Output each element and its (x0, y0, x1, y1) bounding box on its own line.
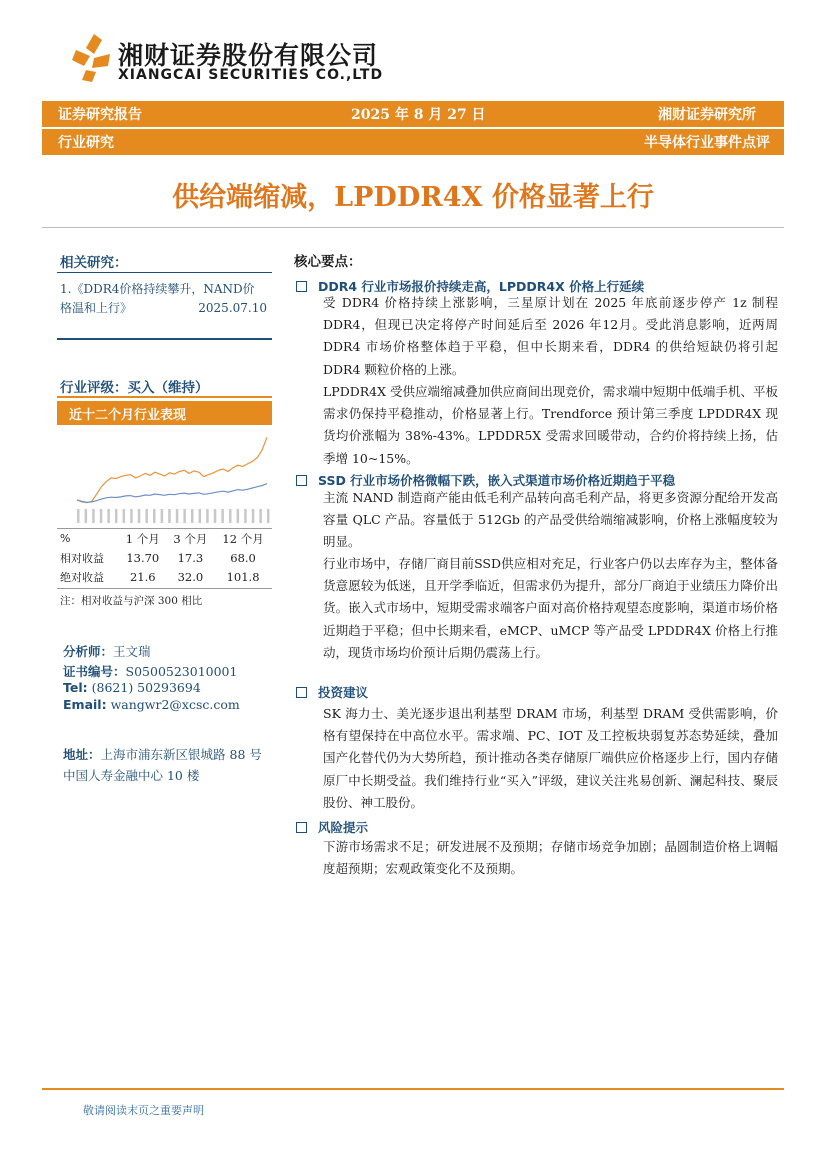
company-name-en: XIANGCAI SECURITIES CO.,LTD (118, 67, 384, 83)
report-type: 证券研究报告 (58, 107, 142, 123)
research-institute: 湘财证券研究所 (658, 107, 756, 123)
report-subcategory: 半导体行业事件点评 (644, 135, 770, 151)
chart-x-tick (145, 509, 148, 523)
section-ddr4-title: DDR4 行业市场报价持续走高，LPDDR4X 价格上行延续 (318, 279, 645, 294)
chart-x-tick (176, 509, 179, 523)
report-date: 2025 年 8 月 27 日 (351, 107, 486, 123)
analyst-cert-value: S0500523010001 (125, 664, 238, 679)
perf-cell: 32.0 (177, 569, 204, 584)
industry-rating: 行业评级：买入（维持） (60, 380, 209, 396)
chart-x-tick (138, 509, 141, 523)
paragraph-nand: 主流 NAND 制造商产能由低毛利产品转向高毛利产品，将更多资源分配给开发高容量 QLC 产品。容量低于 512Gb 的产品受供给端缩减影响，价格上涨幅度较为明显。 (323, 490, 778, 550)
chart-series-group (77, 437, 267, 502)
chart-x-tick (85, 509, 88, 523)
report-category-bar (42, 129, 784, 155)
chart-x-tick (237, 509, 240, 523)
checkbox-bullet-icon (296, 475, 307, 486)
footer-divider (42, 1088, 784, 1090)
perf-cell: 17.3 (177, 550, 204, 565)
paragraph-ddr4: 受 DDR4 价格持续上涨影响，三星原计划在 2025 年底前逐步停产 1z 制程DDR4，但现已决定将停产时间延后至 2026 年12月。受此消息影响，近两周 DDR4 市场价格整体趋于平稳，但中长期来看，DDR4 的供给短缺仍将引起 DDR4 颗粒价格的上涨。 (323, 295, 778, 377)
table-row (57, 548, 272, 567)
chart-x-tick (100, 509, 103, 523)
company-logo (72, 32, 112, 82)
chart-x-tick (183, 509, 186, 523)
chart-x-tick (153, 509, 156, 523)
chart-x-tick (206, 509, 209, 523)
perf-header-1m: 1 个月 (125, 531, 160, 546)
section-risk-title: 风险提示 (318, 820, 369, 835)
perf-header-12m: 12 个月 (222, 531, 264, 546)
analyst-tel-label: Tel: (63, 680, 88, 695)
perf-header-row (57, 529, 272, 548)
chart-x-tick (214, 509, 217, 523)
chart-x-tick (107, 509, 110, 523)
performance-chart (57, 427, 272, 527)
chart-header: 近十二个月行业表现 (57, 401, 272, 425)
analyst-tel (63, 680, 201, 695)
related-divider (57, 272, 272, 273)
perf-row-label: 相对收益 (60, 551, 104, 565)
perf-cell: 101.8 (226, 569, 260, 584)
checkbox-bullet-icon (296, 687, 307, 698)
performance-table (57, 529, 272, 586)
chart-x-tick (229, 509, 232, 523)
section-investment-title: 投资建议 (318, 685, 369, 700)
paragraph-risk: 下游市场需求不足；研发进展不及预期；存储市场竞争加剧；晶圆制造价格上调幅度超预期；宏观政策变化不及预期。 (323, 839, 778, 877)
chart-x-ticks (77, 509, 270, 523)
section-risk-heading (296, 818, 368, 836)
core-points-label: 核心要点： (294, 254, 362, 270)
chart-series-line-1 (77, 437, 267, 502)
related-date: 2025.07.10 (198, 301, 267, 315)
perf-cell: 68.0 (230, 550, 256, 565)
checkbox-bullet-icon (296, 822, 307, 833)
perf-table-bottom-rule (57, 588, 272, 589)
related-research-label: 相关研究： (60, 255, 128, 271)
analyst-name-value: 王文瑞 (113, 644, 151, 659)
chart-x-tick (115, 509, 118, 523)
address-line2: 中国人寿金融中心 10 楼 (63, 768, 200, 783)
related-research-item[interactable] (60, 280, 267, 318)
checkbox-bullet-icon (296, 281, 307, 292)
address-line1 (63, 745, 262, 763)
chart-x-tick (92, 509, 95, 523)
perf-cell: 13.70 (126, 550, 160, 565)
analyst-email[interactable] (63, 697, 240, 712)
chart-x-tick (259, 509, 262, 523)
perf-note: 注：相对收益与沪深 300 相比 (60, 595, 203, 607)
chart-x-tick (191, 509, 194, 523)
chart-x-tick (244, 509, 247, 523)
analyst-tel-value: (8621) 50293694 (91, 680, 201, 695)
table-row (57, 567, 272, 586)
analyst-name (63, 642, 151, 660)
chart-x-tick (221, 509, 224, 523)
chart-x-tick (252, 509, 255, 523)
paragraph-lpddr4x: LPDDR4X 受供应端缩减叠加供应商间出现竞价，需求端中短期中低端手机、平板需求仍保持平稳推动，价格显著上行。Trendforce 预计第三季度 LPDDR4X 现货均价涨幅为 38%-43%。LPDDR5X 受需求回暖带动，合约价将持续上扬，估季增 10~15%。 (323, 384, 778, 466)
related-bottom-divider (57, 338, 272, 340)
paragraph-market: 行业市场中，存储厂商目前SSD供应相对充足，行业客户仍以去库存为主，整体备货意愿较为低迷，且开学季临近，但需求仍为提升，部分厂商迫于业绩压力降价出货。嵌入式市场中，短期受需求端客户面对高价格持观望态度影响，渠道市场价格近期趋于平稳；但中长期来看，eMCP、uMCP 等产品受 LPDDR4X 价格上行推动，现货市场均价预计后期仍震荡上行。 (323, 556, 778, 660)
chart-x-tick (199, 509, 202, 523)
section-investment-heading (296, 683, 368, 701)
perf-row-label: 绝对收益 (60, 570, 104, 584)
chart-x-tick (267, 509, 270, 523)
related-title-line2: 格温和上行》 (60, 301, 133, 315)
address-value-1: 上海市浦东新区银城路 88 号 (100, 747, 262, 762)
perf-cell: 21.6 (129, 569, 156, 584)
analyst-email-value[interactable]: wangwr2@xcsc.com (110, 697, 240, 712)
analyst-name-label: 分析师： (63, 644, 114, 659)
address-label: 地址： (63, 747, 101, 762)
chart-x-tick (77, 509, 80, 523)
page-title: 供给端缩减，LPDDR4X 价格显著上行 (172, 182, 654, 213)
section-ssd-title: SSD 行业市场价格微幅下跌，嵌入式渠道市场价格近期趋于平稳 (318, 473, 676, 488)
company-name-cn: 湘财证券股份有限公司 (118, 41, 379, 70)
paragraph-investment: SK 海力士、美光逐步退出利基型 DRAM 市场，利基型 DRAM 受供需影响，价格有望保持在中高位水平。需求端、PC、IOT 及工控板块弱复苏态势延续，叠加国产化替代仍为大势所趋，预计推动各类存储原厂端供应价格逐步上行，国内存储原厂中长期受益。我们维持行业“买入”评级，建议关注兆易创新、澜起科技、聚辰股份、神工股份。 (323, 706, 778, 810)
analyst-cert-label: 证书编号： (63, 664, 126, 679)
chart-series-line-2 (77, 484, 267, 503)
related-title-line1: 1.《DDR4价格持续攀升，NAND价 (60, 282, 255, 296)
chart-x-tick (161, 509, 164, 523)
title-divider (42, 227, 784, 228)
chart-x-tick (130, 509, 133, 523)
footer-disclaimer[interactable]: 敬请阅读末页之重要声明 (83, 1104, 204, 1117)
report-category: 行业研究 (58, 135, 114, 151)
perf-header-3m: 3 个月 (173, 531, 208, 546)
report-info-bar (42, 101, 784, 127)
analyst-email-label: Email: (63, 697, 107, 712)
chart-x-tick (168, 509, 171, 523)
chart-x-tick (123, 509, 126, 523)
perf-header-unit: % (60, 532, 71, 545)
rating-divider (57, 396, 272, 398)
analyst-cert (63, 662, 237, 680)
